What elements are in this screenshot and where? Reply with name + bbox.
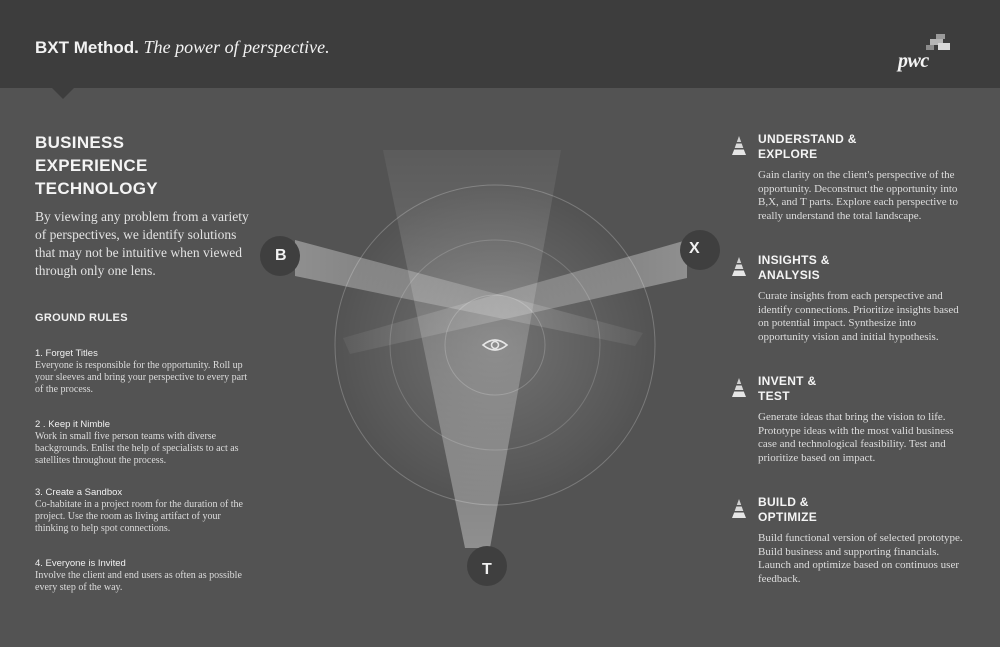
rule-item [35, 419, 255, 467]
step-body: Build functional version of selected prototype. Build business and supporting financials. Launch and optimize based on continuos user feedback. [758, 532, 963, 585]
logo-square [938, 43, 950, 50]
rule-body: Everyone is responsible for the opportunity. Roll up your sleeves and bring your perspective to every part of the process. [35, 360, 248, 395]
page-title [35, 37, 330, 58]
bxt-diagram [255, 128, 725, 598]
title-line: EXPERIENCE [35, 156, 148, 175]
step-title-line: ANALYSIS [758, 268, 820, 282]
title-line: TECHNOLOGY [35, 179, 158, 198]
header-bar [0, 0, 1000, 88]
step-title [758, 253, 830, 283]
title-bold: BXT Method. [35, 38, 139, 57]
pyramid-icon [730, 134, 748, 158]
title-tagline: The power of perspective. [143, 37, 330, 57]
step-body: Curate insights from each perspective and identify connections. Prioritize insights based on potential impact. Synthesize into opportunity vision and initial hypothesis. [758, 290, 959, 343]
step-title [758, 374, 816, 404]
step-body: Gain clarity on the client's perspective of the opportunity. Deconstruct the opportunity into B,X, and T parts. Explore each perspective to really understand the total landscape. [758, 169, 958, 222]
pwc-logo [898, 34, 958, 74]
intro-text: By viewing any problem from a variety of perspectives, we identify solutions that may not be intuitive when viewed through only one lens. [35, 209, 249, 278]
step-title-line: INVENT & [758, 374, 817, 388]
pyramid-icon [730, 376, 748, 400]
step-title-line: BUILD & [758, 495, 809, 509]
pyramid-icon [730, 497, 748, 521]
rule-item [35, 487, 255, 535]
step-title-line: TEST [758, 389, 790, 403]
step-title-line: INSIGHTS & [758, 253, 830, 267]
logo-text: pwc [898, 50, 929, 72]
rule-title: 4. Everyone is Invited [35, 558, 126, 569]
step-title-line: OPTIMIZE [758, 510, 818, 524]
x-node [680, 230, 720, 270]
section-title [35, 131, 158, 200]
rule-title: 3. Create a Sandbox [35, 487, 123, 498]
step-body: Generate ideas that bring the vision to life. Prototype ideas with the most valid business case and technological feasibility. Test and prioritize based on impact. [758, 411, 954, 464]
rule-item [35, 348, 255, 396]
step-title-line: UNDERSTAND & [758, 132, 857, 146]
header-pointer [52, 88, 74, 99]
step-title [758, 495, 817, 525]
step-title-line: EXPLORE [758, 147, 818, 161]
title-line: BUSINESS [35, 133, 125, 152]
ground-rules-heading: GROUND RULES [35, 312, 128, 324]
step-title [758, 132, 857, 162]
label-x: X [689, 240, 700, 257]
rule-item [35, 558, 255, 594]
label-b: B [275, 247, 287, 264]
pyramid-icon [730, 255, 748, 279]
label-t: T [482, 561, 492, 578]
rule-title: 2 . Keep it Nimble [35, 419, 110, 430]
rule-body: Involve the client and end users as often as possible every step of the way. [35, 570, 242, 593]
rule-body: Work in small five person teams with diverse backgrounds. Enlist the help of specialists to act as satellites throughout the process. [35, 431, 239, 466]
rule-body: Co-habitate in a project room for the duration of the project. Use the room as living artifact of your thinking to help spot connections. [35, 499, 243, 534]
rule-title: 1. Forget Titles [35, 348, 98, 359]
